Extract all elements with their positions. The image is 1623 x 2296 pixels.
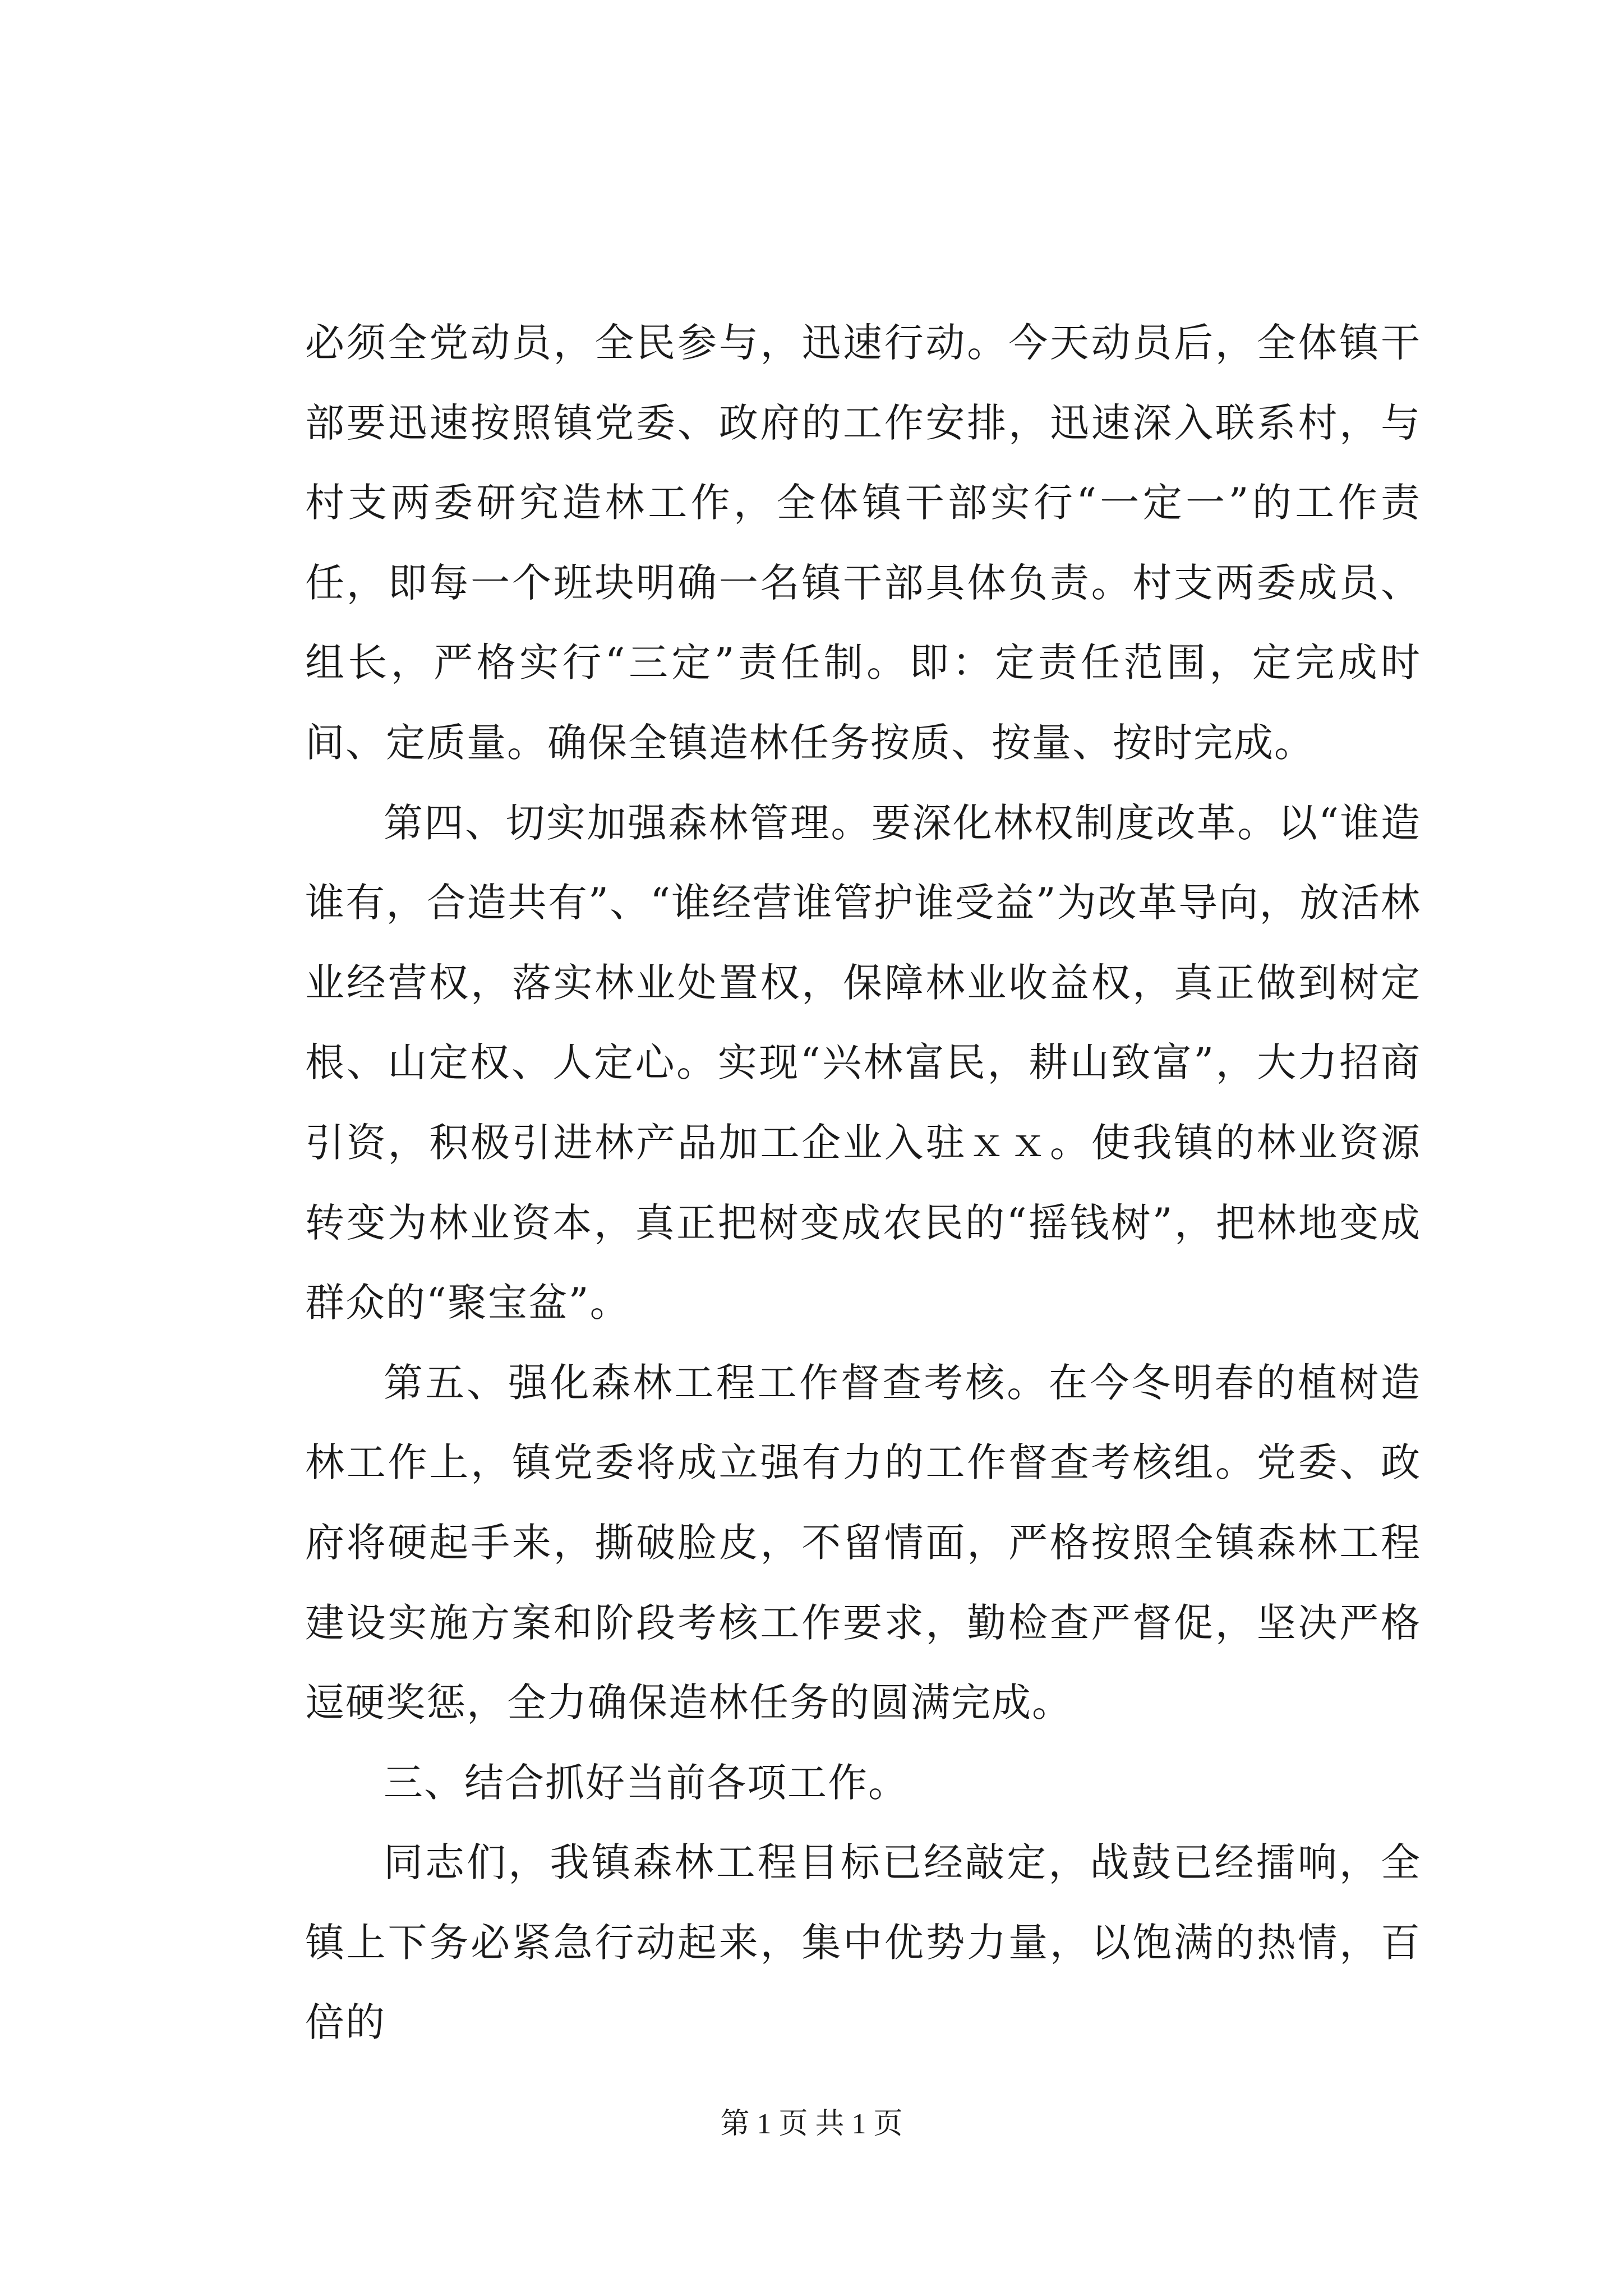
paragraph-3: 第五、强化森林工程工作督查考核。在今冬明春的植树造林工作上，镇党委将成立强有力的工作督查考核组。党委、政府将硬起手来，撕破脸皮，不留情面，严格按照全镇森林工程建设实施方案和阶段考核工作要求，勤检查严督促，坚决严格逗硬奖惩，全力确保造林任务的圆满完成。: [305, 1359, 1421, 1726]
document-body: [305, 303, 1421, 2063]
paragraph-2: 第四、切实加强森林管理。要深化林权制度改革。以“谁造谁有，合造共有”、“谁经营谁管护谁受益”为改革导向，放活林业经营权，落实林业处置权，保障林业收益权，真正做到树定根、山定权、人定心。实现“兴林富民，耕山致富”，大力招商引资，积极引进林产品加工企业入驻ｘｘ。使我镇的林业资源转变为林业资本，真正把树变成农民的“摇钱树”，把林地变成群众的“聚宝盆”。: [305, 799, 1421, 1326]
page-footer: 第 1 页 共 1 页: [720, 2108, 903, 2140]
paragraph-4-heading: 三、结合抓好当前各项工作。: [384, 1759, 909, 1806]
paragraph-5: 同志们，我镇森林工程目标已经敲定，战鼓已经擂响，全镇上下务必紧急行动起来，集中优势力量，以饱满的热情，百倍的: [305, 1839, 1421, 2046]
paragraph-1: 必须全党动员，全民参与，迅速行动。今天动员后，全体镇干部要迅速按照镇党委、政府的工作安排，迅速深入联系村，与村支两委研究造林工作，全体镇干部实行“一定一”的工作责任，即每一个班块明确一名镇干部具体负责。村支两委成员、组长，严格实行“三定”责任制。即：定责任范围，定完成时间、定质量。确保全镇造林任务按质、按量、按时完成。: [305, 320, 1421, 766]
